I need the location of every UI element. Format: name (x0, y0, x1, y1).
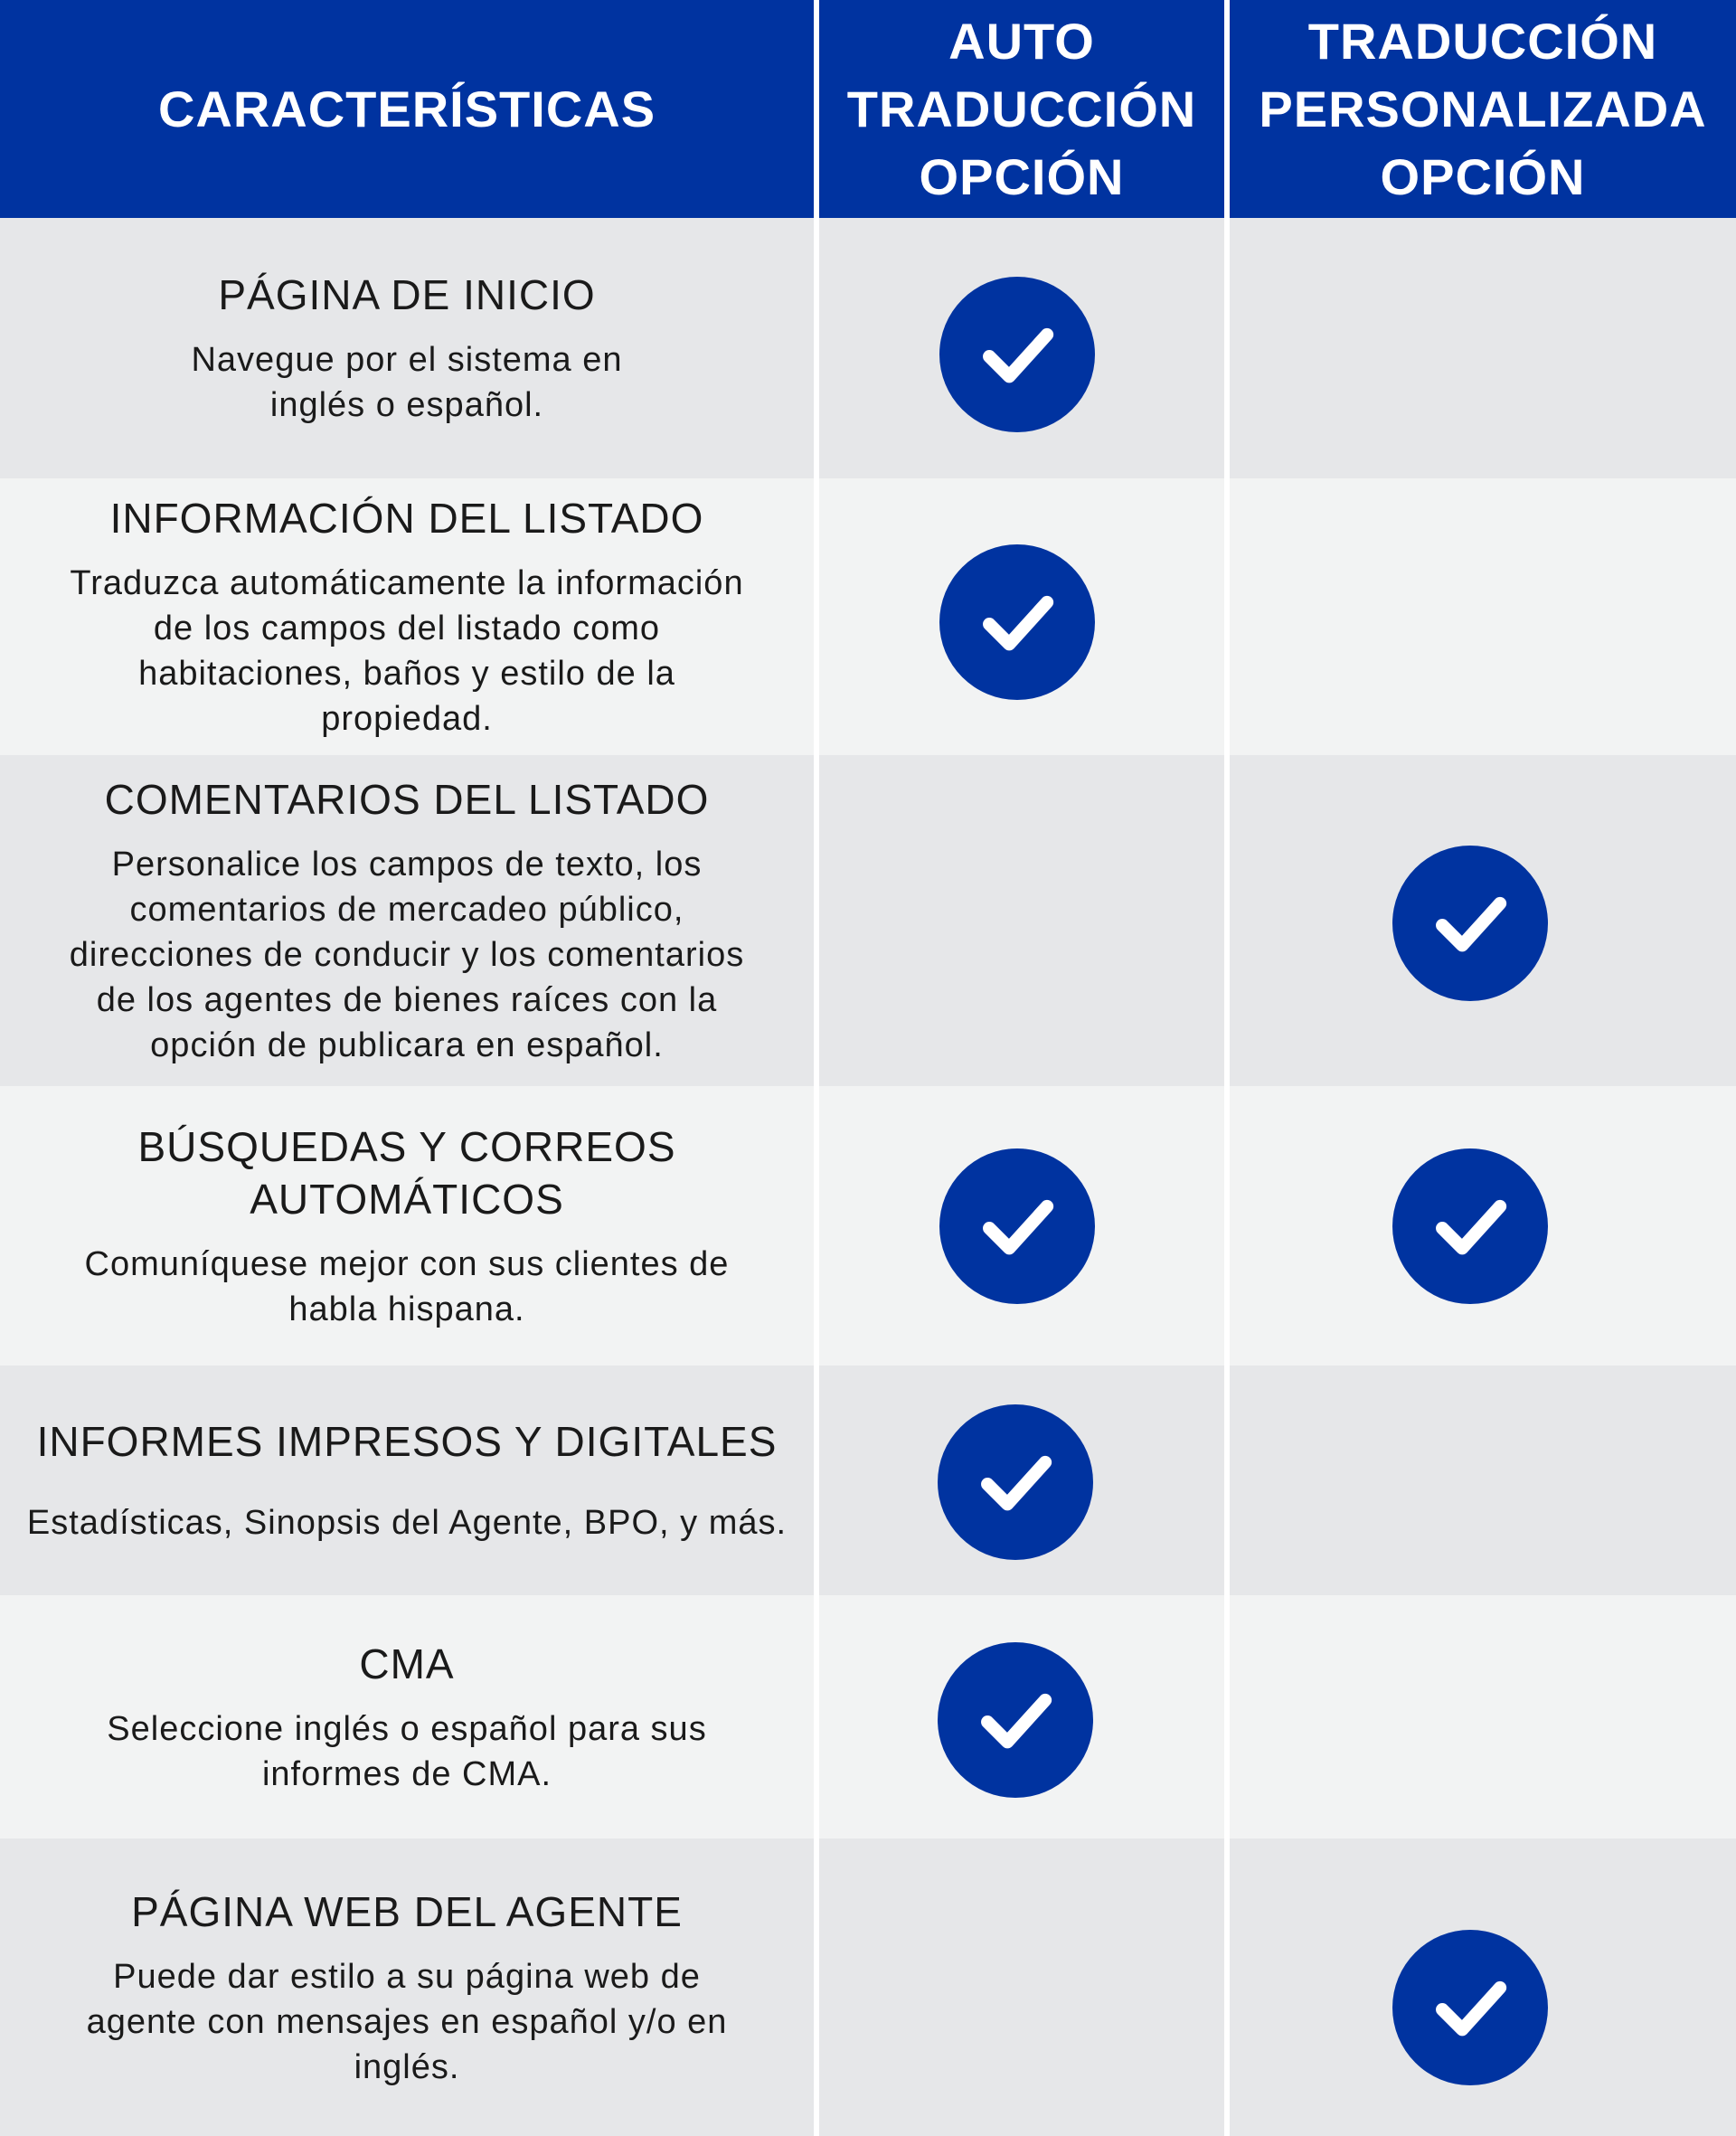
feature-title: COMENTARIOS DEL LISTADO (104, 776, 710, 823)
check-circle-icon (1392, 846, 1548, 1001)
table-row (0, 218, 1736, 478)
header-custom-label: TRADUCCIÓN PERSONALIZADA OPCIÓN (1259, 13, 1707, 205)
feature-description: Puede dar estilo a su página web de agente con mensajes en español y/o en inglés. (86, 1957, 728, 2086)
table-row (0, 1838, 1736, 2136)
feature-description: Seleccione inglés o español para sus informes de CMA. (107, 1709, 707, 1793)
header-features (0, 0, 814, 218)
check-circle-icon (939, 277, 1095, 432)
table-row (0, 1366, 1736, 1595)
table-row (0, 755, 1736, 1086)
header-auto-translation (819, 0, 1224, 218)
feature-cell (0, 218, 814, 478)
check-circle-icon (1392, 1148, 1548, 1304)
feature-cell (0, 478, 814, 755)
feature-title: PÁGINA WEB DEL AGENTE (131, 1887, 683, 1935)
feature-cell (0, 755, 814, 1086)
feature-cell (0, 1595, 814, 1838)
table-row (0, 478, 1736, 755)
header-auto-label: AUTO TRADUCCIÓN OPCIÓN (846, 13, 1197, 205)
check-circle-icon (938, 1642, 1093, 1798)
table-header (0, 0, 1736, 218)
feature-description: Personalice los campos de texto, los comentarios de mercadeo público, direcciones de conducir y los comentarios de los agentes de bienes raíces con la opción de publicara en español. (69, 846, 745, 1064)
column-divider (1224, 0, 1230, 2136)
feature-cell (0, 1838, 814, 2136)
check-circle-icon (1392, 1930, 1548, 2085)
feature-title: BÚSQUEDAS Y CORREOS AUTOMÁTICOS (137, 1122, 676, 1223)
feature-description: Navegue por el sistema en inglés o español. (191, 341, 623, 424)
feature-description: Estadísticas, Sinopsis del Agente, BPO, y más. (26, 1504, 788, 1542)
table-row (0, 1086, 1736, 1366)
feature-title: INFORMES IMPRESOS Y DIGITALES (36, 1418, 778, 1465)
feature-title: INFORMACIÓN DEL LISTADO (109, 495, 704, 542)
feature-cell (0, 1086, 814, 1366)
feature-cell (0, 1366, 814, 1595)
feature-title: CMA (359, 1640, 455, 1687)
header-custom-translation (1230, 0, 1736, 218)
check-circle-icon (938, 1404, 1093, 1560)
table-row (0, 1595, 1736, 1838)
feature-description: Comuníquese mejor con sus clientes de habla hispana. (84, 1244, 730, 1328)
column-divider (814, 0, 819, 2136)
check-circle-icon (939, 1148, 1095, 1304)
header-features-label: CARACTERÍSTICAS (157, 80, 656, 137)
check-circle-icon (939, 544, 1095, 700)
feature-description: Traduzca automáticamente la información de los campos del listado como habitaciones, baños y estilo de la propiedad. (70, 564, 744, 738)
feature-title: PÁGINA DE INICIO (218, 271, 596, 318)
